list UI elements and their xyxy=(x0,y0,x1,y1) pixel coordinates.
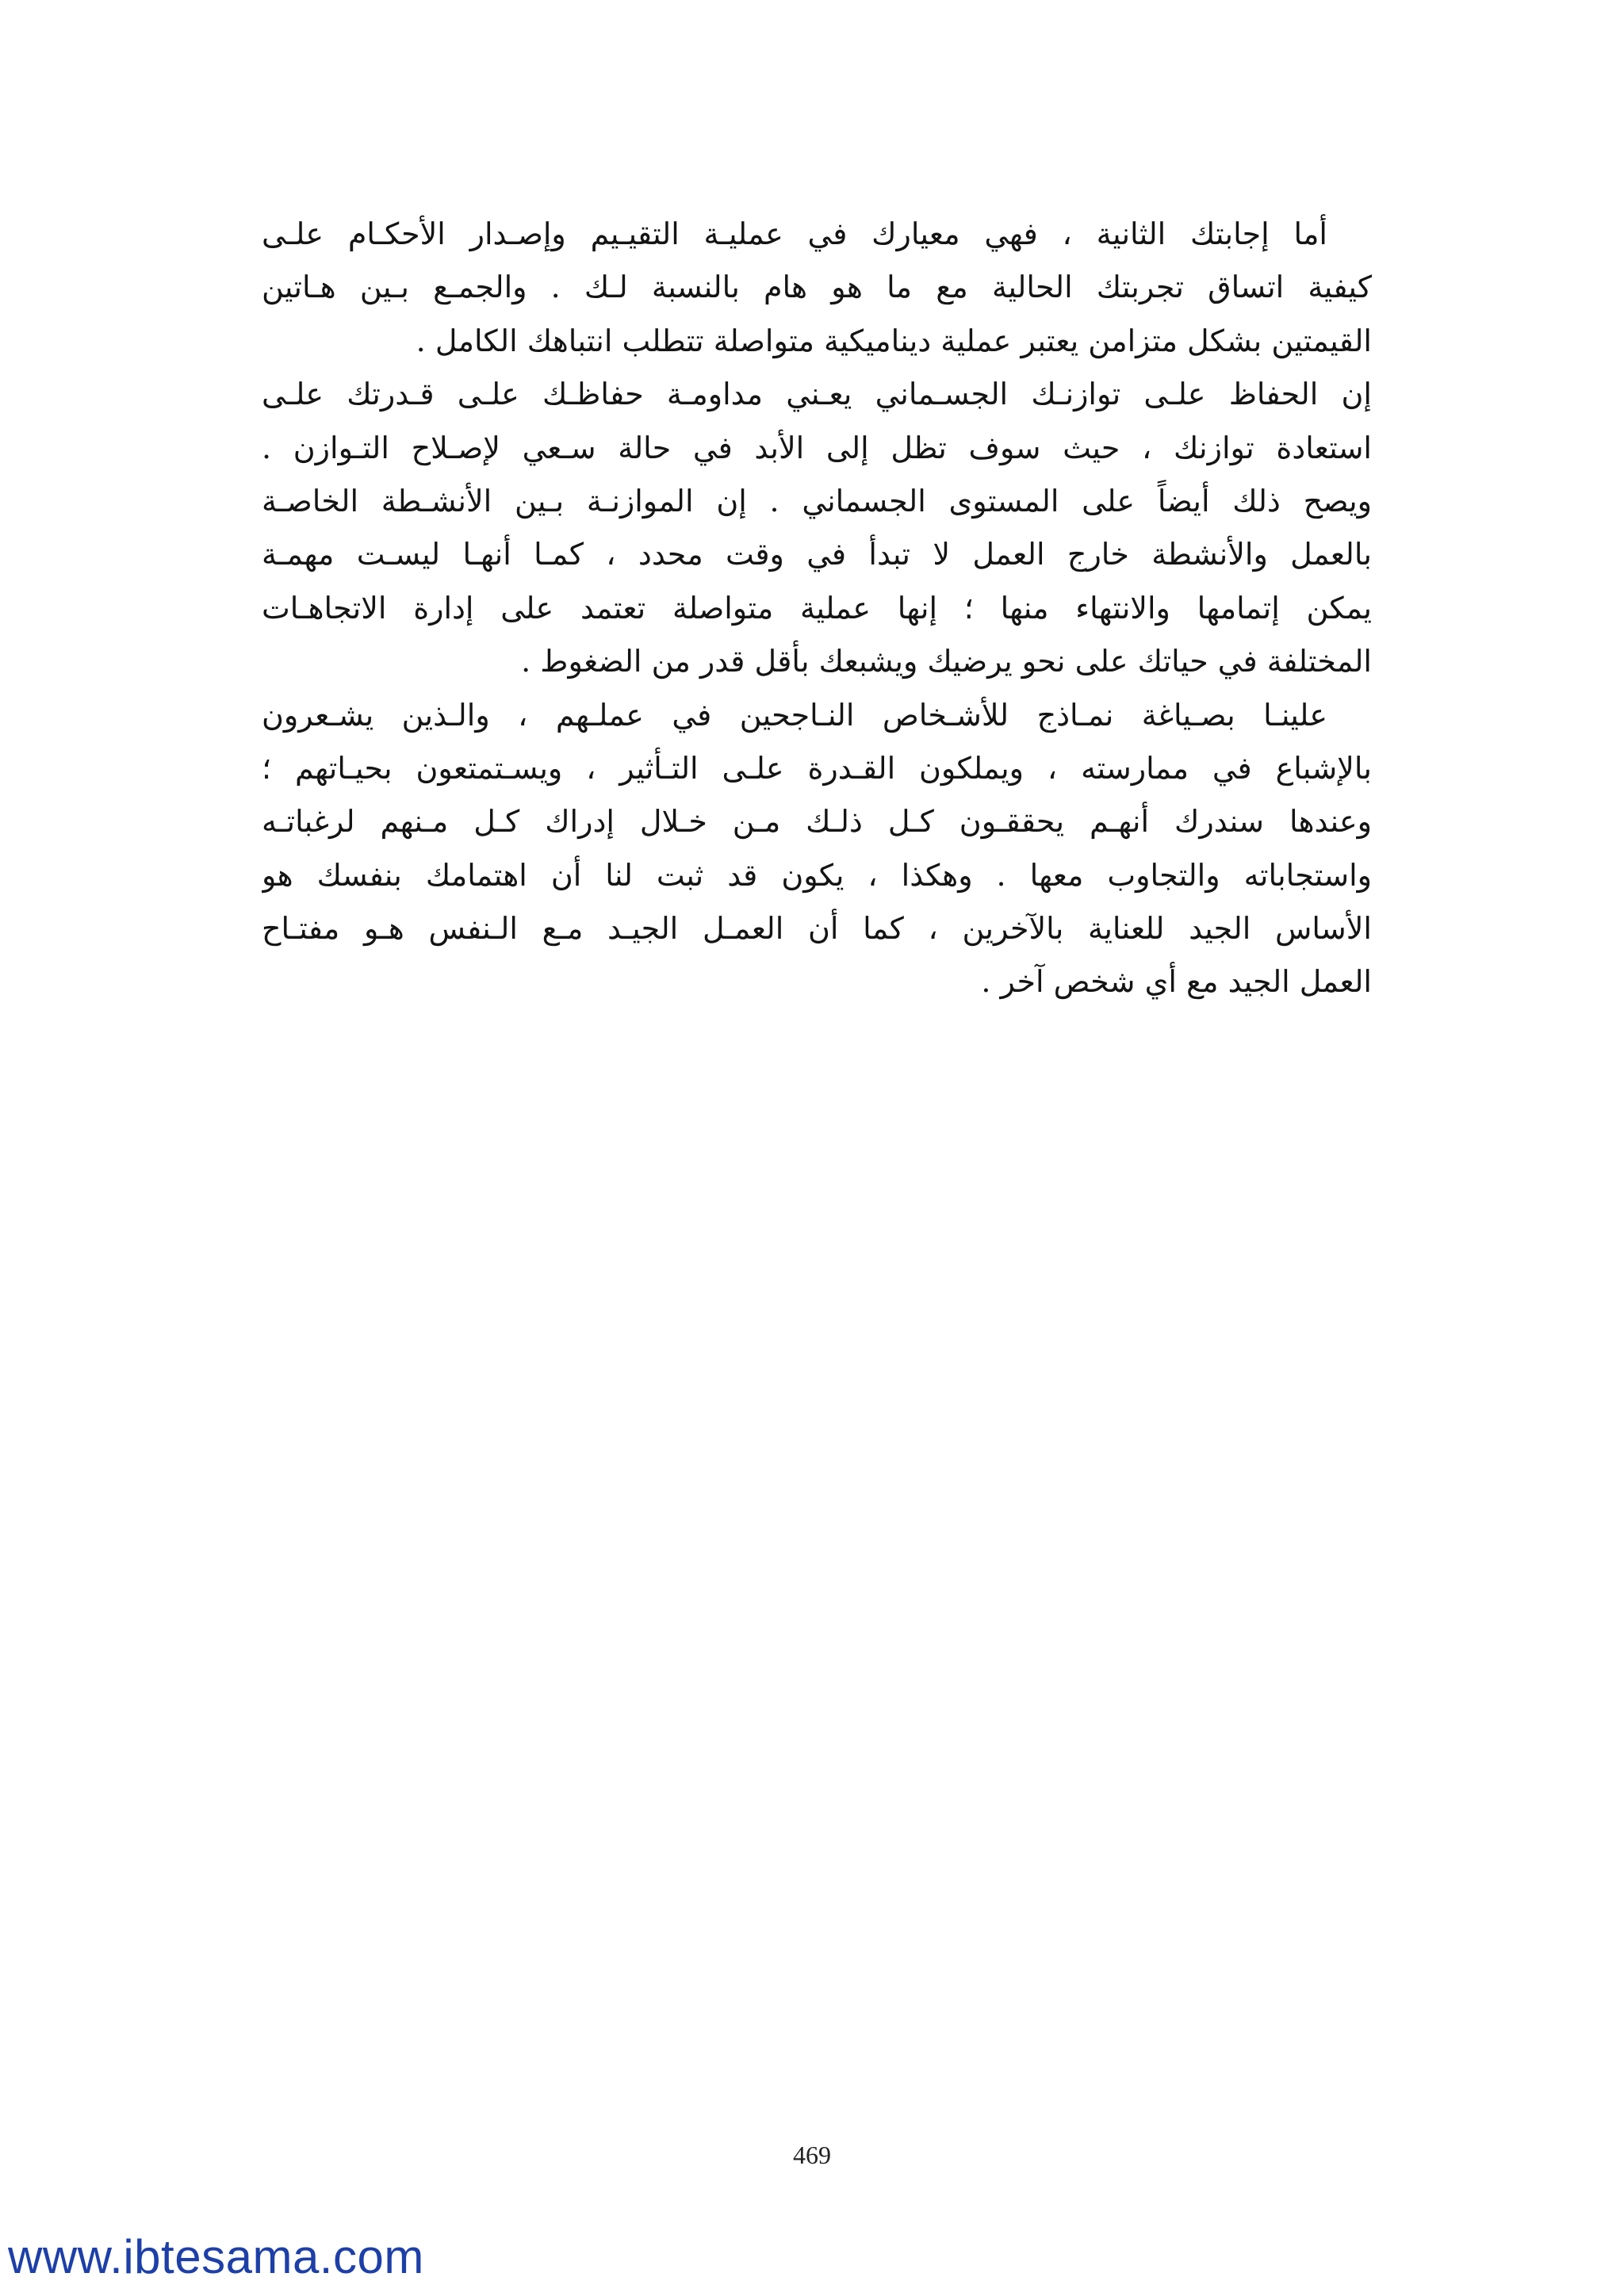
text-line: المختلفة في حياتك على نحو يرضيك ويشبعك بأقل قدر من الضغوط . xyxy=(521,644,1372,679)
site-watermark: www.ibtesama.com xyxy=(8,2230,424,2283)
text-line: وعندها سندرك أنهـم يحققـون كـل ذلـك مـن خـلال إدراك كـل مـنهم لرغباتـه xyxy=(262,804,1372,840)
text-line: واستجاباته والتجاوب معها . وهكذا ، يكون قد ثبت لنا أن اهتمامك بنفسك هو xyxy=(262,857,1372,893)
body-text xyxy=(262,208,1372,1009)
text-line: الأساس الجيد للعناية بالآخرين ، كما أن العمـل الجيـد مـع الـنفس هـو مفتـاح xyxy=(262,911,1372,947)
text-line: القيمتين بشكل متزامن يعتبر عملية ديناميكية متواصلة تتطلب انتباهك الكامل . xyxy=(416,323,1372,358)
text-line: كيفية اتساق تجربتك الحالية مع ما هو هام بالنسبة لـك . والجمـع بـين هـاتين xyxy=(262,270,1372,305)
paragraph xyxy=(262,689,1372,1009)
page-number: 469 xyxy=(793,2141,831,2169)
text-line: علينـا بصـياغة نمـاذج للأشـخاص النـاجحين في عملـهم ، والـذين يشـعرون xyxy=(262,697,1327,733)
text-line: استعادة توازنك ، حيث سوف تظل إلى الأبد في حالة سـعي لإصـلاح التـوازن . xyxy=(262,430,1372,465)
paragraph xyxy=(262,368,1372,688)
text-line: يمكن إتمامها والانتهاء منها ؛ إنها عملية متواصلة تعتمد على إدارة الاتجاهـات xyxy=(262,590,1372,626)
text-line: ويصح ذلك أيضاً على المستوى الجسماني . إن الموازنـة بـين الأنشـطة الخاصـة xyxy=(262,483,1372,519)
paragraph xyxy=(262,208,1372,368)
text-line: العمل الجيد مع أي شخص آخر . xyxy=(981,964,1372,1000)
text-line: إن الحفاظ علـى توازنـك الجسـماني يعـني مداومـة حفاظـك علـى قـدرتك علـى xyxy=(262,377,1372,412)
text-line: بالإشباع في ممارسته ، ويملكون القـدرة علـى التـأثير ، ويسـتمتعون بحيـاتهم ؛ xyxy=(262,750,1372,786)
text-line: بالعمل والأنشطة خارج العمل لا تبدأ في وقت محدد ، كمـا أنهـا ليسـت مهمـة xyxy=(262,537,1372,572)
text-line: أما إجابتك الثانية ، فهي معيارك في عمليـة التقيـيم وإصـدار الأحكـام علـى xyxy=(262,216,1327,251)
